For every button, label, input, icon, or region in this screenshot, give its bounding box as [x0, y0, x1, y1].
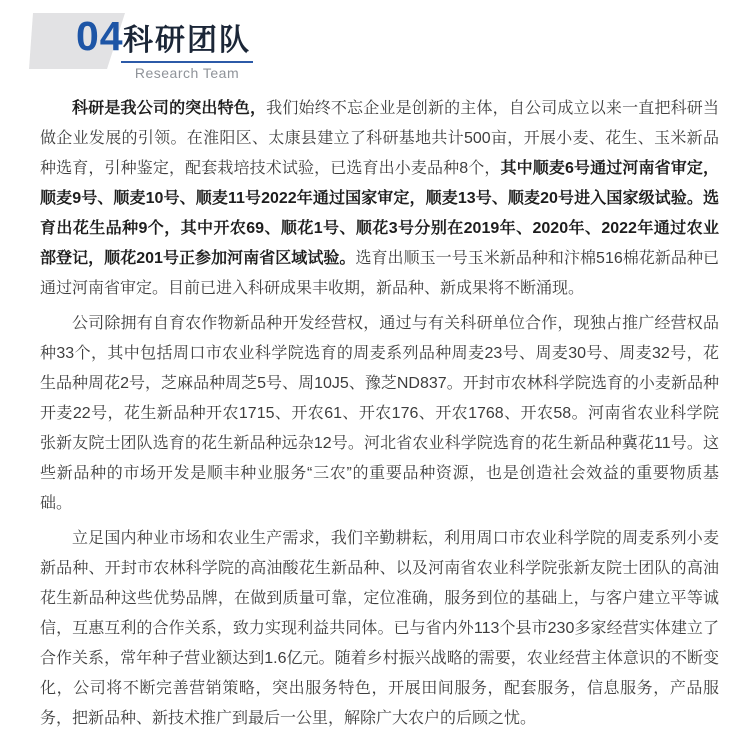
section-header	[29, 11, 349, 83]
bold-text-segment: 科研是我公司的突出特色，	[72, 100, 267, 117]
bold-text-segment: 其中顺麦6号通过河南省审定，顺麦9号、顺麦10号、顺麦11号2022年通过国家审定，顺麦13号、顺麦20号进入国家级试验。选育出花生品种9个，其中开农69、顺花1号、顺花3号分别在2019年、2020年、2022年通过农业部登记，顺花201号正参加河南省区域试验。	[40, 160, 719, 267]
text-segment: 立足国内种业市场和农业生产需求，我们辛勤耕耘，利用周口市农业科学院的周麦系列小麦新品种、开封市农林科学院的高油酸花生新品种、以及河南省农业科学院张新友院士团队的高油花生新品种这些优势品牌，在做到质量可靠，定位准确，服务到位的基础上，与客户建立平等诚信，互惠互利的合作关系，致力实现利益共同体。已与省内外113个县市230多家经营实体建立了合作关系，常年种子营业额达到1.6亿元。随着乡村振兴战略的需要，农业经营主体意识的不断变化，公司将不断完善营销策略，突出服务特色，开展田间服务，配套服务，信息服务，产品服务，把新品种、新技术推广到最后一公里，解除广大农户的后顾之忧。	[40, 530, 719, 727]
text-segment: 我们始终不忘企业是创新的主体，自公司成立以来一直把科研当做企业发展的引领。在淮阳区、太康县建立了科研基地共计500亩，开展小麦、花生、玉米新品种选育，引种鉴定，配套栽培技术试验，已选育出小麦品种8个，	[40, 100, 719, 177]
paragraph	[40, 94, 719, 304]
section-subtitle: Research Team	[134, 65, 240, 81]
text-segment: 公司除拥有自育农作物新品种开发经营权，通过与有关科研单位合作，现独占推广经营权品种33个，其中包括周口市农业科学院选育的周麦系列品种周麦23号、周麦30号、周麦32号，花生品种周花2号，芝麻品种周芝5号、周10J5、豫芝ND837。开封市农林科学院选育的小麦新品种开麦22号，花生新品种开农1715、开农61、开农176、开农1768、开农58。河南省农业科学院张新友院士团队选育的花生新品种远杂12号。河北省农业科学院选育的花生新品种冀花11号。这些新品种的市场开发是顺丰种业服务“三农”的重要品种资源，也是创造社会效益的重要物质基础。	[40, 315, 719, 512]
paragraph	[40, 309, 719, 519]
paragraph	[40, 524, 719, 734]
body-paragraphs	[40, 94, 719, 739]
section-number: 04	[76, 13, 124, 59]
section-title-block	[121, 24, 253, 81]
text-segment: 选育出顺玉一号玉米新品种和汴棉516棉花新品种已通过河南省审定。目前已进入科研成果丰收期，新品种、新成果将不断涌现。	[40, 250, 719, 297]
section-title: 科研团队	[121, 24, 253, 63]
